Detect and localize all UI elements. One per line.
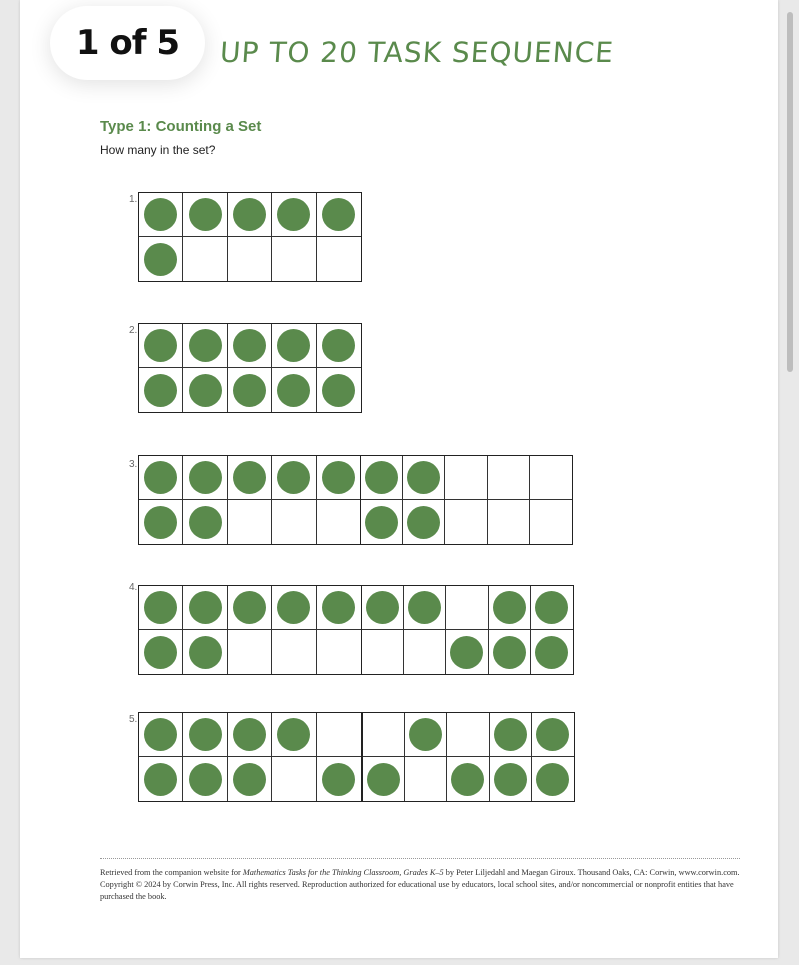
ten-frame-cell-empty (404, 630, 446, 674)
counter-dot (536, 763, 569, 796)
counter-dot (450, 636, 483, 669)
ten-frame-cell-empty (488, 456, 530, 500)
ten-frame-cell-filled (139, 713, 183, 757)
counter-dot (144, 718, 177, 751)
ten-frame-cell-empty (446, 586, 488, 630)
ten-frame-cell-filled (447, 757, 489, 801)
ten-frame-cell-filled (139, 324, 183, 368)
counter-dot (408, 591, 441, 624)
counter-dot (189, 506, 222, 539)
ten-frame-cell-filled (228, 757, 272, 801)
ten-frame-cell-empty (530, 456, 572, 500)
ten-frame-cell-filled (272, 193, 316, 237)
counter-dot (322, 198, 355, 231)
ten-frame-cell-filled (139, 500, 183, 544)
footer-book-title: Mathematics Tasks for the Thinking Classroom, Grades K–5 (242, 868, 444, 877)
document-title: UP TO 20 TASK SEQUENCE (218, 36, 616, 69)
ten-frame (362, 712, 575, 802)
section-title: Type 1: Counting a Set (100, 118, 262, 135)
counter-dot (189, 198, 222, 231)
counter-dot (494, 763, 527, 796)
ten-frame-cell-filled (403, 500, 445, 544)
counter-dot (189, 718, 222, 751)
counter-dot (277, 718, 310, 751)
counter-dot (535, 636, 568, 669)
counter-dot (189, 374, 222, 407)
ten-frame-cell-empty (445, 456, 487, 500)
ten-frame-cell-filled (139, 368, 183, 412)
counter-dot (233, 591, 266, 624)
ten-frame-cell-filled (272, 713, 316, 757)
counter-dot (536, 718, 569, 751)
ten-frame-cell-filled (183, 456, 227, 500)
scrollbar[interactable] (787, 12, 793, 372)
ten-frame-cell-filled (139, 757, 183, 801)
ten-frame-cell-filled (531, 586, 573, 630)
ten-frame-cell-filled (183, 368, 227, 412)
ten-frame-cell-filled (139, 193, 183, 237)
ten-frame-cell-empty (363, 713, 405, 757)
counter-dot (494, 718, 527, 751)
counter-dot (233, 198, 266, 231)
counter-dot (277, 198, 310, 231)
document-page (20, 0, 778, 958)
ten-frame-cell-empty (317, 630, 361, 674)
footer-prefix: Retrieved from the companion website for (100, 868, 243, 877)
counter-dot (535, 591, 568, 624)
ten-frame-cell-empty (272, 757, 316, 801)
ten-frame-cell-empty (272, 500, 316, 544)
counter-dot (189, 636, 222, 669)
ten-frame-cell-filled (228, 713, 272, 757)
ten-frame-cell-filled (404, 586, 446, 630)
counter-dot (322, 591, 355, 624)
ten-frame-cell-filled (183, 193, 227, 237)
ten-frame (361, 585, 574, 675)
ten-frame-cell-filled (272, 586, 316, 630)
ten-frame-cell-empty (317, 500, 361, 544)
ten-frame-cell-filled (139, 237, 183, 281)
counter-dot (233, 763, 266, 796)
ten-frame-cell-filled (361, 456, 403, 500)
ten-frame-cell-filled (183, 500, 227, 544)
footer-credit (100, 867, 745, 903)
ten-frame-cell-filled (317, 193, 361, 237)
ten-frame-cell-empty (228, 237, 272, 281)
counter-dot (233, 374, 266, 407)
ten-frame-cell-empty (362, 630, 404, 674)
counter-dot (322, 763, 355, 796)
ten-frame-cell-empty (183, 237, 227, 281)
ten-frame-cell-filled (490, 757, 532, 801)
counter-dot (144, 591, 177, 624)
ten-frame-cell-filled (139, 630, 183, 674)
counter-dot (407, 461, 440, 494)
ten-frame-cell-filled (317, 324, 361, 368)
counter-dot (144, 506, 177, 539)
ten-frame-cell-filled (228, 324, 272, 368)
counter-dot (322, 461, 355, 494)
counter-dot (451, 763, 484, 796)
ten-frame-cell-filled (272, 324, 316, 368)
counter-dot (189, 763, 222, 796)
ten-frame-cell-filled (489, 630, 531, 674)
ten-frame (138, 323, 362, 413)
ten-frame-cell-filled (317, 586, 361, 630)
counter-dot (322, 329, 355, 362)
counter-dot (409, 718, 442, 751)
ten-frame-cell-filled (183, 324, 227, 368)
counter-dot (407, 506, 440, 539)
ten-frame-cell-filled (139, 586, 183, 630)
ten-frame-cell-empty (405, 757, 447, 801)
counter-dot (367, 763, 400, 796)
ten-frame-cell-empty (445, 500, 487, 544)
counter-dot (189, 329, 222, 362)
ten-frame-cell-filled (272, 456, 316, 500)
ten-frame-cell-filled (403, 456, 445, 500)
ten-frame-cell-empty (317, 237, 361, 281)
ten-frame (138, 192, 362, 282)
ten-frame-cell-empty (447, 713, 489, 757)
ten-frame (360, 455, 573, 545)
ten-frame-cell-filled (363, 757, 405, 801)
ten-frame (138, 455, 362, 545)
ten-frame-cell-filled (362, 586, 404, 630)
counter-dot (144, 461, 177, 494)
ten-frame (138, 712, 362, 802)
ten-frame-cell-empty (488, 500, 530, 544)
counter-dot (233, 461, 266, 494)
ten-frame-cell-empty (530, 500, 572, 544)
counter-dot (277, 591, 310, 624)
counter-dot (277, 374, 310, 407)
ten-frame-cell-empty (228, 500, 272, 544)
counter-dot (277, 461, 310, 494)
counter-dot (144, 329, 177, 362)
ten-frame-cell-filled (228, 368, 272, 412)
task-number: 4. (129, 582, 138, 593)
counter-dot (493, 636, 526, 669)
counter-dot (277, 329, 310, 362)
ten-frame-cell-filled (405, 713, 447, 757)
ten-frame-cell-filled (489, 586, 531, 630)
task-prompt: How many in the set? (100, 143, 216, 157)
footer-suffix: by Peter Liljedahl and Maegan Giroux. Thousand Oaks, CA: Corwin, www.corwin.com. Copyright © 2024 by Corwin Press, Inc. All rights reserved. Reproduction authorized for educational use by educators, local school sites, and/or noncommercial or nonprofit entities that have purchased the book. (100, 868, 740, 901)
ten-frame-cell-filled (490, 713, 532, 757)
counter-dot (144, 636, 177, 669)
ten-frame-cell-filled (446, 630, 488, 674)
ten-frame-cell-filled (361, 500, 403, 544)
counter-dot (322, 374, 355, 407)
ten-frame-cell-filled (531, 630, 573, 674)
ten-frame-cell-filled (183, 630, 227, 674)
page-indicator: 1 of 5 (50, 6, 205, 80)
ten-frame-cell-empty (317, 713, 361, 757)
ten-frame-cell-filled (228, 193, 272, 237)
task-number: 5. (129, 714, 138, 725)
counter-dot (144, 243, 177, 276)
counter-dot (233, 329, 266, 362)
ten-frame-cell-empty (228, 630, 272, 674)
ten-frame-cell-filled (228, 586, 272, 630)
footer-divider (100, 858, 740, 859)
counter-dot (189, 461, 222, 494)
counter-dot (144, 763, 177, 796)
counter-dot (189, 591, 222, 624)
counter-dot (233, 718, 266, 751)
task-number: 2. (129, 325, 138, 336)
ten-frame-cell-filled (317, 368, 361, 412)
ten-frame-cell-filled (532, 713, 574, 757)
ten-frame-cell-filled (272, 368, 316, 412)
counter-dot (366, 591, 399, 624)
counter-dot (493, 591, 526, 624)
ten-frame-cell-filled (228, 456, 272, 500)
counter-dot (144, 374, 177, 407)
counter-dot (365, 506, 398, 539)
counter-dot (365, 461, 398, 494)
ten-frame-cell-filled (532, 757, 574, 801)
ten-frame-cell-empty (272, 630, 316, 674)
ten-frame-cell-filled (183, 713, 227, 757)
task-number: 1. (129, 194, 138, 205)
ten-frame-cell-filled (139, 456, 183, 500)
counter-dot (144, 198, 177, 231)
ten-frame-cell-filled (183, 757, 227, 801)
ten-frame (138, 585, 362, 675)
task-number: 3. (129, 459, 138, 470)
ten-frame-cell-empty (272, 237, 316, 281)
ten-frame-cell-filled (317, 757, 361, 801)
ten-frame-cell-filled (317, 456, 361, 500)
ten-frame-cell-filled (183, 586, 227, 630)
